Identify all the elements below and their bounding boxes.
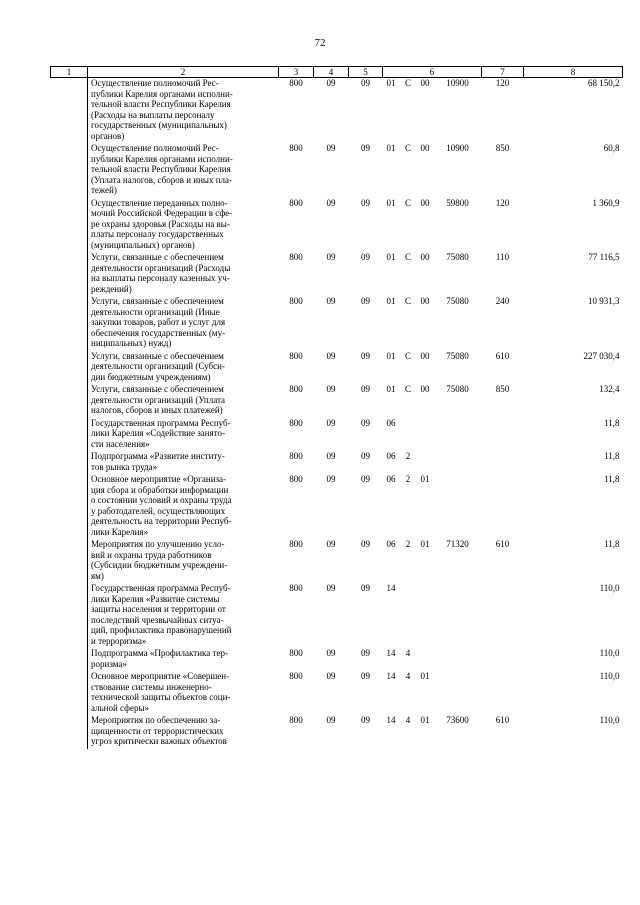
amount: 110,0 [599,648,620,658]
item-name: Услуги, связанные с обеспечением деятельности организаций (Расходы на выплаты персоналу казенных уч- реждений) [91,252,231,294]
row-number-cell [51,252,88,296]
program-code: 06 [386,451,396,461]
subsection-code: 09 [326,417,336,428]
item-name: Услуги, связанные с обеспечением деятельности организаций (Субси- дии бюджетным учреждениям) [91,350,225,382]
subprogram-code [400,418,417,452]
row-number-cell [51,418,88,452]
item-name: Подпрограмма «Профилактика тер- роризма» [91,648,228,669]
table-row [51,539,623,583]
subsection2-code: 09 [361,474,370,484]
table-row [51,671,623,715]
program-code: 06 [386,539,396,549]
expense-type-code: 850 [495,143,510,153]
program-code: 14 [386,648,396,658]
activity-code: 01 [420,539,430,549]
direction-code [434,583,482,648]
section-code: 800 [289,78,303,88]
row-number-cell [51,384,88,418]
item-name: Государственная программа Респуб- лики Карелия «Содействие занято- сти населения» [91,417,231,449]
subprogram-code: 4 [405,671,411,681]
amount: 11,8 [604,417,620,428]
activity-code: 00 [420,384,430,394]
row-number-cell [51,351,88,385]
item-name: Мероприятия по обеспечению за- щищенности от террористических угроз критически важных объектов [91,715,227,746]
amount: 11,8 [604,474,620,484]
header-col-3: 3 [279,67,314,78]
program-code: 14 [386,715,396,725]
subsection2-code: 09 [361,296,370,306]
direction-code: 75080 [446,384,469,394]
amount: 110,0 [599,583,620,593]
subprogram-code: 2 [405,539,411,549]
program-code: 01 [386,197,396,208]
subsection2-code: 09 [361,384,370,394]
subprogram-code: 4 [405,715,411,725]
activity-code [417,583,434,648]
expense-type-code [482,418,524,452]
amount: 77 116,5 [588,252,620,262]
expense-type-code: 850 [495,384,510,394]
program-code: 01 [386,350,396,361]
header-col-4: 4 [314,67,349,78]
direction-code: 73600 [446,715,469,725]
amount: 132,4 [599,384,620,394]
row-number-cell [51,583,88,648]
program-code: 14 [386,583,396,593]
item-name: Основное мероприятие «Совершен- ствование системы инженерно- технической защиты объектов соци- альной сферы» [91,671,231,713]
program-code: 01 [386,252,396,262]
table-row [51,715,623,749]
header-col-6: 6 [383,67,482,78]
table-row [51,418,623,452]
section-code: 800 [289,296,303,306]
subsection2-code: 09 [361,539,370,549]
row-number-cell [51,539,88,583]
item-name: Осуществление полномочий Рес- публики Карелия органами исполни- тельной власти Республики Карелия (Расходы на выплаты персоналу государственных (муниципальных) органов) [91,78,233,141]
subprogram-code: С [404,296,411,306]
direction-code [434,451,482,474]
subsection-code: 09 [326,197,336,208]
section-code: 800 [289,648,303,658]
table-row [51,252,623,296]
program-code: 06 [386,474,396,484]
row-number-cell [51,296,88,351]
subsection2-code: 09 [361,451,370,461]
subsection-code: 09 [326,474,336,484]
subprogram-code: 2 [405,474,411,484]
activity-code: 00 [420,78,430,88]
expense-type-code [482,451,524,474]
item-name: Подпрограмма «Развитие институ- тов рынка труда» [91,451,225,472]
direction-code: 10900 [446,143,469,153]
direction-code: 10900 [446,78,469,88]
amount: 68 150,2 [588,78,620,88]
amount: 1 360,9 [592,197,620,208]
section-code: 800 [289,197,303,208]
subsection-code: 09 [326,350,336,361]
subsection2-code: 09 [361,417,370,428]
subprogram-code: 2 [405,451,411,461]
table-row [51,351,623,385]
direction-code [434,474,482,539]
subprogram-code: С [404,143,411,153]
amount: 110,0 [599,715,620,725]
activity-code: 00 [420,197,430,208]
header-col-8: 8 [524,67,623,78]
subprogram-code: С [404,78,411,88]
table-row [51,583,623,648]
item-name: Мероприятия по улучшению усло- вий и охраны труда работников (Субсидии бюджетным учреждени- ям) [91,539,228,581]
table-row [51,143,623,198]
item-name: Осуществление полномочий Рес- публики Карелия органами исполни- тельной власти Республики Карелия (Уплата налогов, сборов и иных пла- тежей) [91,143,233,195]
amount: 10 931,3 [588,296,620,306]
program-code: 06 [386,417,396,428]
direction-code [434,671,482,715]
subprogram-code: С [404,197,411,208]
section-code: 800 [289,583,303,593]
section-code: 800 [289,350,303,361]
subsection-code: 09 [326,648,336,658]
amount: 227 030,4 [583,350,620,361]
table-row [51,198,623,253]
subsection-code: 09 [326,78,336,88]
program-code: 01 [386,384,396,394]
expense-type-code: 120 [495,78,510,88]
subprogram-code [400,583,417,648]
row-number-cell [51,474,88,539]
subsection2-code: 09 [361,78,370,88]
subprogram-code: С [404,252,411,262]
program-code: 01 [386,78,396,88]
amount: 11,8 [604,539,620,549]
section-code: 800 [289,539,303,549]
row-number-cell [51,451,88,474]
subsection2-code: 09 [361,715,370,725]
activity-code: 00 [420,296,430,306]
amount: 60,8 [603,143,620,153]
header-col-7: 7 [482,67,524,78]
subsection-code: 09 [326,539,336,549]
activity-code: 01 [420,474,430,484]
subsection-code: 09 [326,252,336,262]
subprogram-code: С [404,350,411,361]
direction-code: 75080 [446,252,469,262]
section-code: 800 [289,143,303,153]
activity-code: 00 [420,252,430,262]
section-code: 800 [289,715,303,725]
table-row [51,296,623,351]
direction-code: 71320 [446,539,469,549]
expense-type-code: 120 [495,197,510,208]
row-number-cell [51,198,88,253]
expense-type-code [482,583,524,648]
table-row [51,648,623,671]
item-name: Услуги, связанные с обеспечением деятельности организаций (Иные закупки товаров, работ и услуг для обеспечения государственных (му- ниципальных) нужд) [91,296,226,348]
expense-type-code [482,671,524,715]
subsection-code: 09 [326,715,336,725]
row-number-cell [51,143,88,198]
expense-type-code [482,648,524,671]
activity-code: 00 [420,143,430,153]
table-row [51,78,623,144]
program-code: 14 [386,671,396,681]
activity-code: 01 [420,715,430,725]
expense-type-code: 610 [495,350,510,361]
subsection-code: 09 [326,671,336,681]
expense-type-code [482,474,524,539]
item-name: Услуги, связанные с обеспечением деятельности организаций (Уплата налогов, сборов и иных платежей) [91,384,226,415]
subsection-code: 09 [326,384,336,394]
subsection2-code: 09 [361,197,370,208]
header-col-1: 1 [51,67,88,78]
activity-code: 01 [420,671,430,681]
direction-code [434,418,482,452]
item-name: Государственная программа Респуб- лики Карелия «Развитие системы защиты населения и территории от последствий чрезвычайных ситуа- ций, профилактика правонарушений и терроризма» [91,583,232,646]
table-row [51,384,623,418]
expense-type-code: 610 [495,715,510,725]
section-code: 800 [289,451,303,461]
expense-type-code: 110 [495,252,510,262]
subsection2-code: 09 [361,671,370,681]
subsection-code: 09 [326,143,336,153]
activity-code: 00 [420,350,430,361]
subprogram-code: С [404,384,411,394]
header-col-5: 5 [349,67,383,78]
program-code: 01 [386,143,396,153]
section-code: 800 [289,417,303,428]
activity-code [417,451,434,474]
row-number-cell [51,671,88,715]
subsection2-code: 09 [361,143,370,153]
item-name: Осуществление переданных полно- мочий Российской Федерации в сфе- ре охраны здоровья (Расходы на вы- платы персоналу государственных (муниципальных) органов) [91,197,233,250]
subsection2-code: 09 [361,583,370,593]
item-name: Основное мероприятие «Организа- ция сбора и обработки информации о состоянии условий и охраны труда у работодателей, осуществляющих деятельность на территории Респуб- лики Карелия» [91,474,232,537]
amount: 110,0 [599,671,620,681]
section-code: 800 [289,252,303,262]
program-code: 01 [386,296,396,306]
expense-type-code: 240 [495,296,510,306]
table-body [51,78,623,749]
direction-code [434,648,482,671]
subsection-code: 09 [326,296,336,306]
activity-code [417,648,434,671]
expense-type-code: 610 [495,539,510,549]
subsection-code: 09 [326,451,336,461]
amount: 11,8 [604,451,620,461]
subsection2-code: 09 [361,252,370,262]
subprogram-code: 4 [405,648,411,658]
row-number-cell [51,78,88,144]
table-row [51,474,623,539]
direction-code: 75080 [446,350,469,361]
activity-code [417,418,434,452]
budget-table [50,66,623,749]
row-number-cell [51,648,88,671]
header-col-2: 2 [88,67,279,78]
table-row [51,451,623,474]
section-code: 800 [289,671,303,681]
section-code: 800 [289,474,303,484]
direction-code: 59800 [446,197,469,208]
table-header [51,67,623,78]
direction-code: 75080 [446,296,469,306]
subsection2-code: 09 [361,648,370,658]
page-number: 72 [314,37,326,49]
subsection-code: 09 [326,583,336,593]
row-number-cell [51,715,88,749]
subsection2-code: 09 [361,350,370,361]
section-code: 800 [289,384,303,394]
